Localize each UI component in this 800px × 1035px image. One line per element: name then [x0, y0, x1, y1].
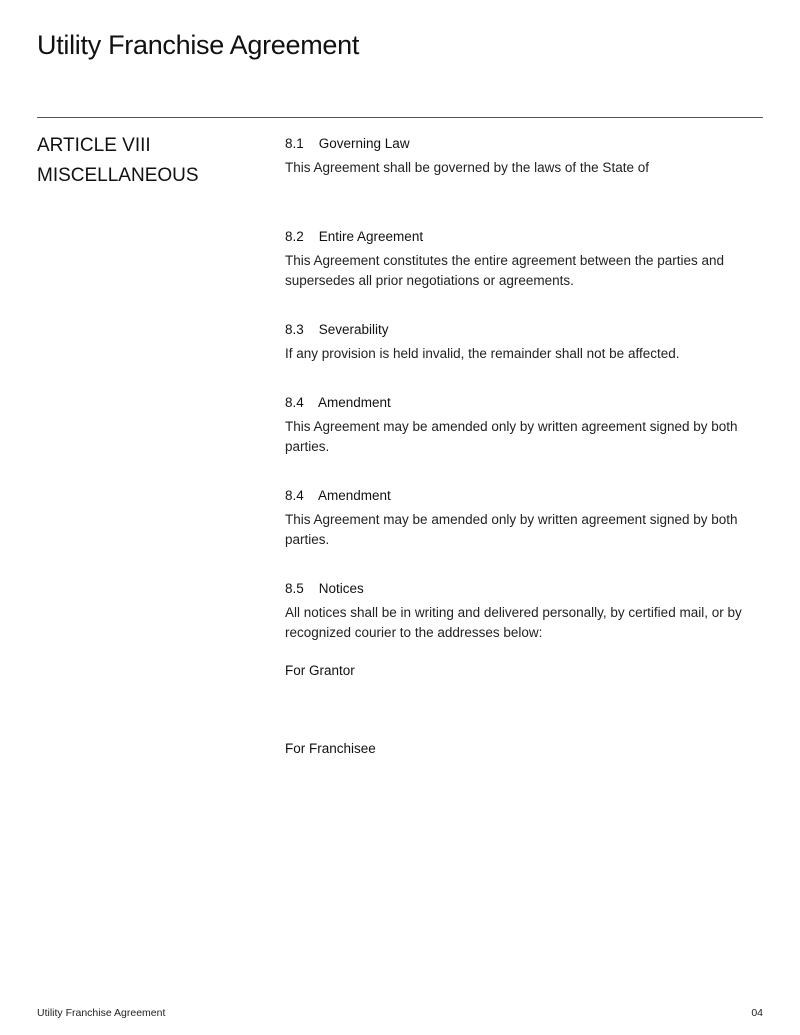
- section-heading: [285, 580, 755, 598]
- footer-document-title: Utility Franchise Agreement: [37, 1007, 166, 1019]
- section-title: Amendment: [318, 395, 391, 410]
- section-notices: [285, 580, 755, 758]
- section-heading: [285, 135, 755, 153]
- section-number: 8.2: [285, 229, 304, 244]
- section-body: This Agreement constitutes the entire agreement between the parties and supersedes all prior negotiations or agreements.: [285, 253, 725, 288]
- section-number: 8.4: [285, 395, 304, 410]
- section-title: Severability: [318, 322, 389, 337]
- section-number: 8.1: [285, 136, 304, 151]
- section-number: 8.3: [285, 322, 304, 337]
- section-title: Amendment: [318, 488, 391, 503]
- section-severability: [285, 321, 755, 394]
- section-amendment: [285, 394, 755, 487]
- article-heading: [37, 134, 257, 188]
- grantor-address-label: For Grantor: [285, 663, 355, 678]
- section-governing-law: [285, 135, 755, 228]
- section-number: 8.5: [285, 581, 304, 596]
- section-body: If any provision is held invalid, the remainder shall not be affected.: [285, 346, 680, 361]
- article-name: MISCELLANEOUS: [37, 165, 199, 186]
- section-title: Entire Agreement: [318, 229, 424, 244]
- section-body: This Agreement may be amended only by written agreement signed by both parties.: [285, 419, 738, 454]
- section-title: Notices: [318, 581, 364, 596]
- section-heading: [285, 228, 755, 246]
- section-body: All notices shall be in writing and delivered personally, by certified mail, or by recognized courier to the addresses below:: [285, 605, 742, 640]
- header-divider: [37, 117, 763, 118]
- section-amendment-repeat: [285, 487, 755, 580]
- document-title: Utility Franchise Agreement: [37, 30, 360, 60]
- section-number: 8.4: [285, 488, 304, 503]
- section-body: This Agreement shall be governed by the laws of the State of: [285, 160, 649, 175]
- section-title: Governing Law: [318, 136, 410, 151]
- section-body: This Agreement may be amended only by written agreement signed by both parties.: [285, 512, 738, 547]
- franchisee-address-label: For Franchisee: [285, 741, 376, 756]
- article-number: ARTICLE VIII: [37, 135, 151, 156]
- page-number: 04: [751, 1007, 763, 1019]
- section-heading: [285, 394, 755, 412]
- section-heading: [285, 487, 755, 505]
- section-entire-agreement: [285, 228, 755, 321]
- article-content: [285, 135, 755, 758]
- section-heading: [285, 321, 755, 339]
